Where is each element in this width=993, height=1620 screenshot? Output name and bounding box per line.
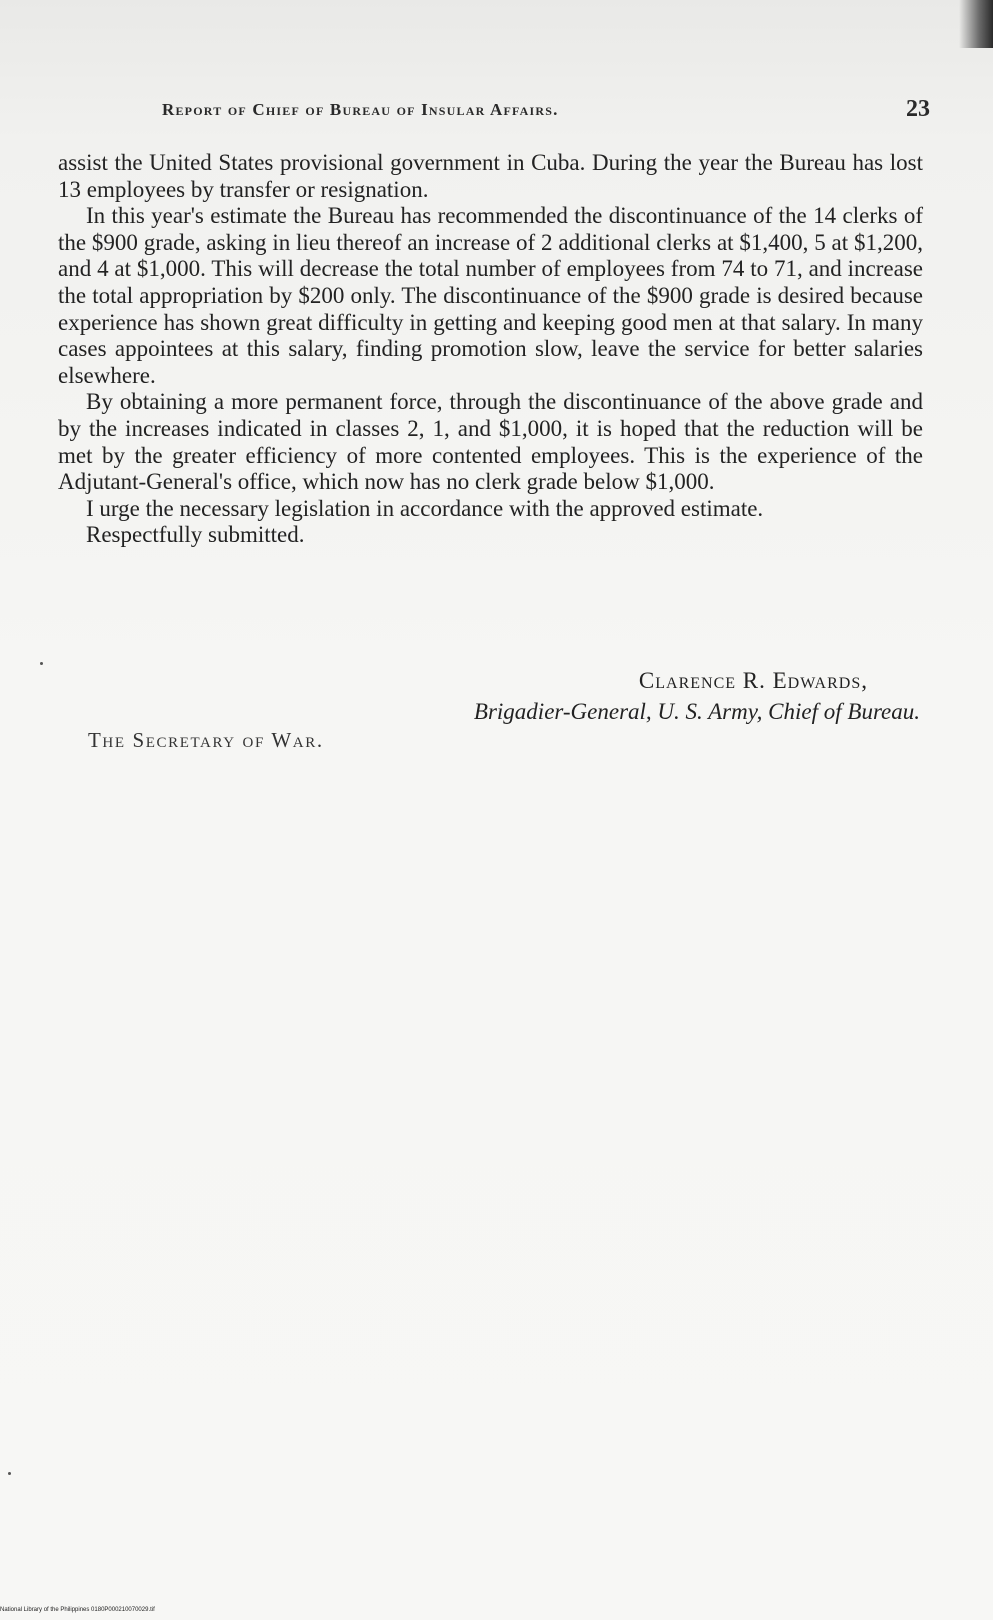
running-head: Report of Chief of Bureau of Insular Affairs.	[162, 100, 559, 119]
scan-speck	[8, 1472, 11, 1475]
paragraph-closing: Respectfully submitted.	[86, 522, 305, 548]
signatory-name: Clarence R. Edwards,	[638, 668, 868, 693]
signature-block	[250, 665, 920, 727]
scan-speck	[40, 662, 43, 665]
paragraph-estimate: In this year's estimate the Bureau has recommended the discontinuance of the 14 clerks of the $900 grade, asking in lieu thereof an increase of 2 additional clerks at $1,400, 5 at $1,200, and 4 at $1,000. This will decrease the total number of employees from 74 to 71, and increase the total appropriation by $200 only. The discontinuance of the $900 grade is desired because experience has shown great difficulty in getting and keeping good men at that salary. In many cases appointees at this salary, finding promotion slow, leave the service for better salaries elsewhere.	[58, 203, 923, 388]
signatory-title: Brigadier-General, U. S. Army, Chief of Bureau.	[473, 699, 920, 724]
scan-footer: National Library of the Philippines 0180P000210070029.tif	[0, 1607, 155, 1613]
paragraph-legislation: I urge the necessary legislation in accordance with the approved estimate.	[86, 495, 764, 521]
addressee: The Secretary of War.	[88, 728, 324, 752]
paragraph-continued: assist the United States provisional government in Cuba. During the year the Bureau has lost 13 employees by transfer or resignation.	[58, 150, 923, 202]
page-number: 23	[906, 96, 930, 122]
scan-edge-shadow	[959, 0, 993, 48]
paragraph-permanent-force: By obtaining a more permanent force, through the discontinuance of the above grade and by the increases indicated in classes 2, 1, and $1,000, it is hoped that the reduction will be met by the greater efficiency of more contented employees. This is the experience of the Adjutant-General's office, which now has no clerk grade below $1,000.	[58, 389, 923, 495]
body-text	[58, 150, 923, 549]
page-header	[150, 98, 930, 124]
